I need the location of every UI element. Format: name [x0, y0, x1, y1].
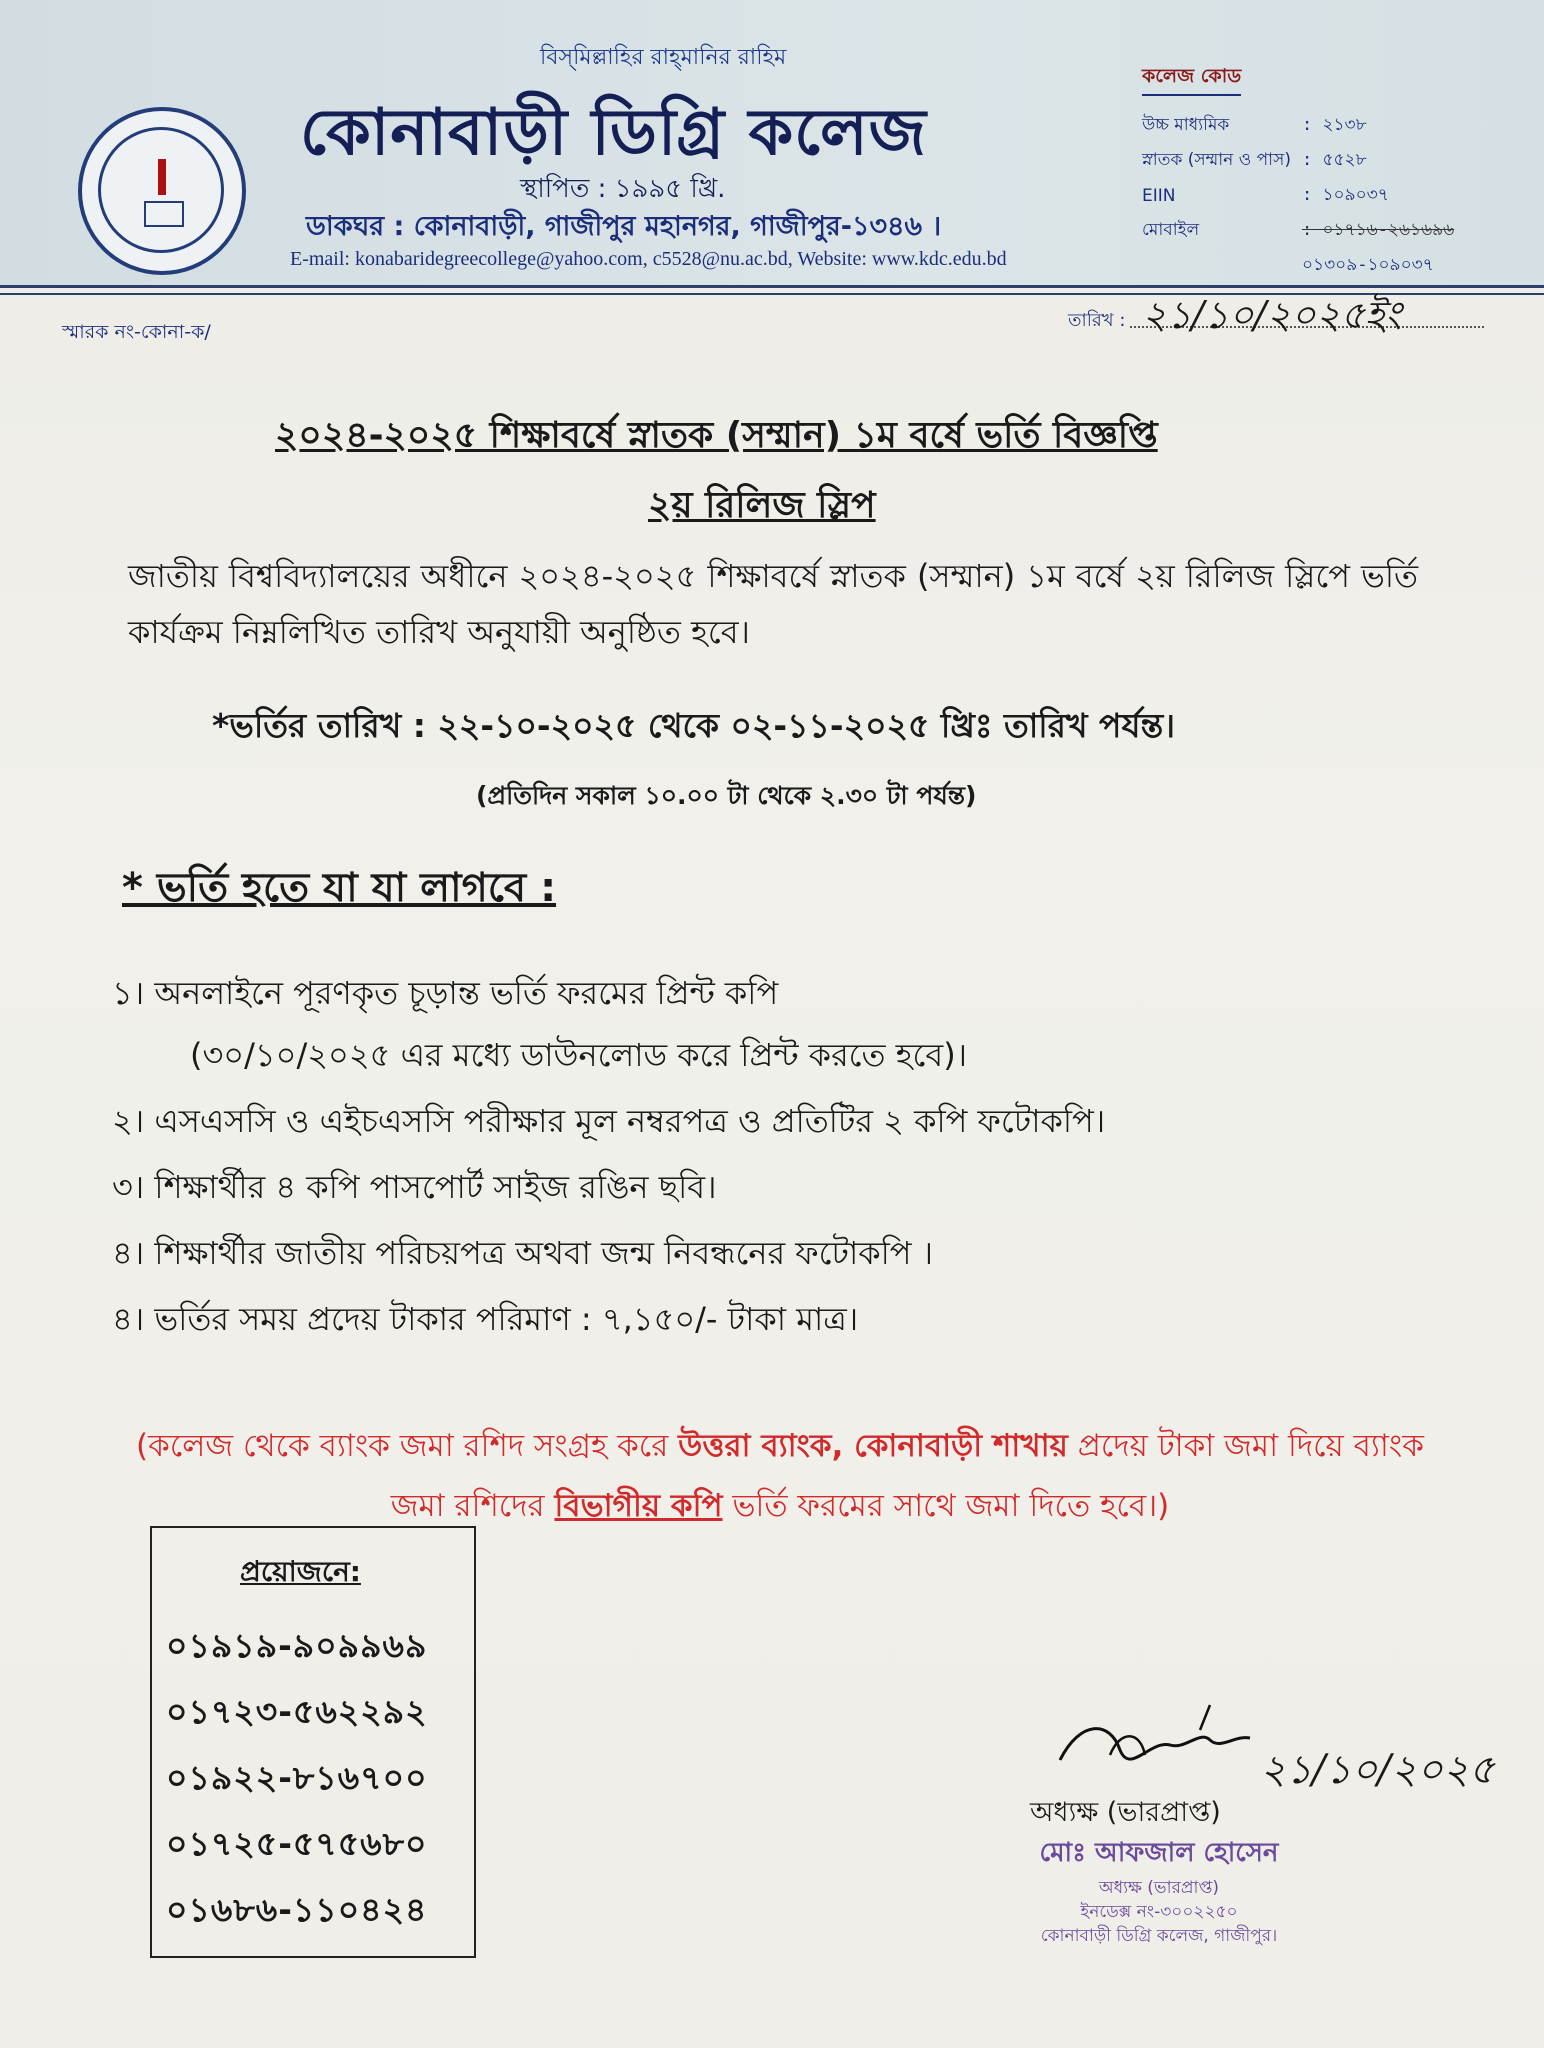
- code-label: মোবাইল: [1142, 219, 1200, 240]
- date-label: তারিখ :: [1068, 310, 1126, 331]
- bank-note-text: ভর্তি ফরমের সাথে জমা দিতে হবে।): [722, 1488, 1170, 1524]
- bank-note-text: (কলেজ থেকে ব্যাংক জমা রশিদ সংগ্রহ করে: [136, 1428, 679, 1464]
- requirements-title: * ভর্তি হতে যা যা লাগবে :: [122, 865, 557, 911]
- list-item: ৪। ভর্তির সময় প্রদেয় টাকার পরিমাণ : ৭,১৫০/- টাকা মাত্র।: [112, 1300, 859, 1338]
- college-codes: [1142, 62, 1502, 283]
- code-value: ০১৩০৯-১০৯০৩৭: [1302, 254, 1434, 275]
- list-item: ৩। শিক্ষার্থীর ৪ কপি পাসপোর্ট সাইজ রঙিন ছবি।: [112, 1168, 717, 1206]
- logo-candle-icon: [158, 159, 166, 195]
- college-logo: [78, 107, 246, 275]
- contact-box-title: প্রয়োজনে:: [240, 1555, 361, 1588]
- phone-number: ০১৯২২-৮১৬৭০০: [166, 1758, 428, 1797]
- phone-number: ০১৬৮৬-১১০৪২৪: [166, 1890, 428, 1929]
- list-item: ২। এসএসসি ও এইচএসসি পরীক্ষার মূল নম্বরপত্র ও প্রতিটির ২ কপি ফটোকপি।: [112, 1102, 1106, 1140]
- code-row: [1142, 143, 1502, 178]
- phone-number: ০১৯১৯-৯০৯৯৬৯: [166, 1626, 428, 1665]
- code-label: উচ্চ মাধ্যমিক: [1142, 114, 1230, 135]
- code-row: [1142, 248, 1502, 283]
- signature-date: ২১/১০/২০২৫: [1260, 1747, 1495, 1793]
- departmental-copy: বিভাগীয় কপি: [554, 1488, 723, 1524]
- list-item: ১। অনলাইনে পূরণকৃত চূড়ান্ত ভর্তি ফরমের প্রিন্ট কপি: [112, 974, 779, 1012]
- bank-name: উত্তরা ব্যাংক, কোনাবাড়ী শাখায়: [678, 1428, 1068, 1464]
- principal-stamp: [994, 1832, 1324, 1948]
- code-value-struck: : ০১৭১৬-২৬১৬৯৬: [1302, 219, 1455, 240]
- code-value: : ২১৩৮: [1302, 114, 1367, 135]
- college-address: ডাকঘর : কোনাবাড়ী, গাজীপুর মহানগর, গাজীপুর-১৩৪৬ ।: [306, 211, 942, 242]
- code-row: [1142, 108, 1502, 143]
- code-row: [1142, 178, 1502, 213]
- college-name: কোনাবাড়ী ডিগ্রি কলেজ: [300, 96, 927, 170]
- phone-number: ০১৭২৩-৫৬২২৯২: [166, 1692, 428, 1731]
- stamp-college: কোনাবাড়ী ডিগ্রি কলেজ, গাজীপুর।: [1040, 1926, 1278, 1946]
- code-value: : ৫৫২৮: [1302, 149, 1367, 170]
- admission-time: (প্রতিদিন সকাল ১০.০০ টা থেকে ২.৩০ টা পর্যন্ত): [476, 781, 977, 810]
- phone-number: ০১৭২৫-৫৭৫৬৮০: [166, 1824, 428, 1863]
- contact-box: [150, 1526, 476, 1958]
- letterhead: [0, 0, 1544, 288]
- list-item: ৪। শিক্ষার্থীর জাতীয় পরিচয়পত্র অথবা জন্ম নিবন্ধনের ফটোকপি ।: [112, 1234, 934, 1272]
- handwritten-date: ২১/১০/২০২৫ইং: [1142, 293, 1402, 337]
- stamp-role: অধ্যক্ষ (ভারপ্রাপ্ত): [1098, 1878, 1220, 1898]
- principal-signature: [1050, 1700, 1270, 1790]
- bank-note-text: প্রদেয় টাকা জমা দিয়ে ব্যাংক জমা রশিদের: [390, 1428, 1424, 1524]
- code-row: [1142, 213, 1502, 248]
- bismillah-text: বিস্‌মিল্লাহির রাহ্‌মানির রাহিম: [540, 45, 787, 70]
- stamp-name: মোঃ আফজাল হোসেন: [1039, 1838, 1279, 1868]
- stamp-index: ইনডেক্স নং-৩০০২২৫০: [1080, 1902, 1238, 1922]
- admission-date: *ভর্তির তারিখ : ২২-১০-২০২৫ থেকে ০২-১১-২০২৫ খ্রিঃ তারিখ পর্যন্ত।: [212, 706, 1176, 745]
- contact-line: E-mail: konabaridegreecollege@yahoo.com, c5528@nu.ac.bd, Website: www.kdc.edu.bd: [290, 248, 1007, 270]
- principal-role: অধ্যক্ষ (ভারপ্রাপ্ত): [1030, 1797, 1221, 1828]
- established-year: স্থাপিত : ১৯৯৫ খ্রি.: [520, 174, 726, 204]
- code-value: : ১০৯০৩৭: [1302, 184, 1389, 205]
- bank-deposit-note: [130, 1416, 1430, 1536]
- code-label: স্নাতক (সম্মান ও পাস): [1142, 149, 1291, 170]
- codes-title: কলেজ কোড: [1142, 62, 1241, 96]
- logo-book-icon: [144, 201, 184, 227]
- notice-subtitle: ২য় রিলিজ স্লিপ: [648, 485, 876, 526]
- list-item: (৩০/১০/২০২৫ এর মধ্যে ডাউনলোড করে প্রিন্ট করতে হবে)।: [190, 1036, 968, 1074]
- notice-title: ২০২৪-২০২৫ শিক্ষাবর্ষে স্নাতক (সম্মান) ১ম বর্ষে ভর্তি বিজ্ঞপ্তি: [275, 415, 1158, 456]
- code-label: EIIN: [1142, 185, 1176, 206]
- notice-paragraph: জাতীয় বিশ্ববিদ্যালয়ের অধীনে ২০২৪-২০২৫ শিক্ষাবর্ষে স্নাতক (সম্মান) ১ম বর্ষে ২য় রিলিজ স্লিপে ভর্তি কার্যক্রম নিম্নলিখিত তারিখ অনুযায়ী অনুষ্ঠিত হবে।: [128, 557, 1418, 651]
- memo-number: স্মারক নং-কোনা-ক/: [62, 321, 211, 343]
